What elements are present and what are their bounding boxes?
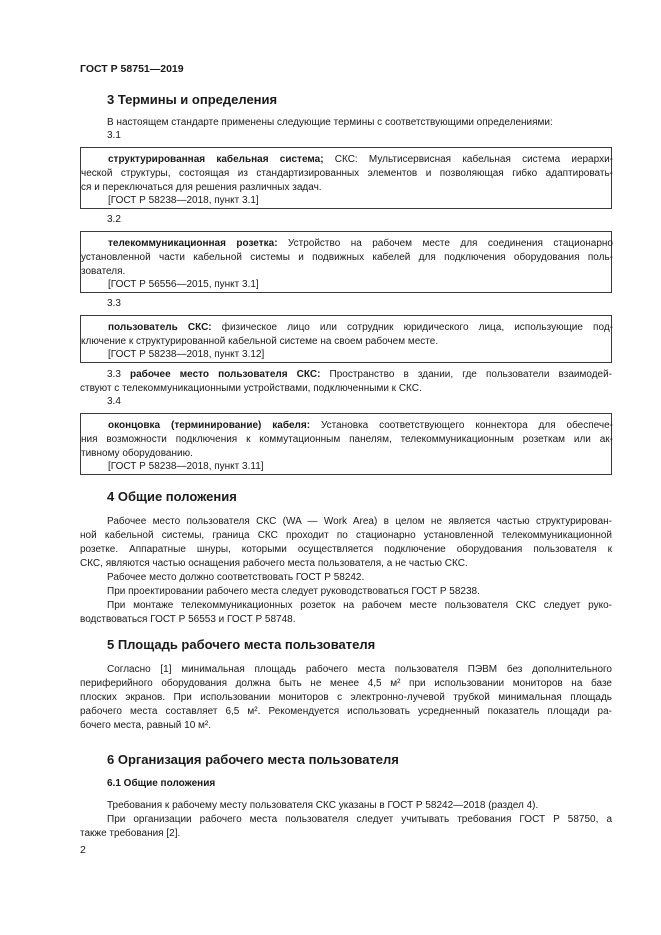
section-3-intro: В настоящем стандарте применены следующие термины с соответствующими определениями: (107, 117, 553, 128)
term-line: ния возможности подключения к коммутационным панелям, телекоммуникационным розеткам или ак- (81, 434, 613, 445)
section-6-title: 6 Организация рабочего места пользователя (107, 752, 399, 767)
term-line: тивному оборудованию. (81, 448, 193, 459)
section-5-title: 5 Площадь рабочего места пользователя (107, 637, 376, 652)
text-line: Рабочее место пользователя СКС (WA — Work Area) в целом не является частью структурирован- (107, 516, 612, 527)
term-line: структурированная кабельная система; СКС: Мультисервисная кабельная система иерархи- (108, 154, 613, 165)
text-line: Согласно [1] минимальная площадь рабочего места пользователя ПЭВМ без дополнительного (107, 664, 612, 675)
text-line: При монтаже телекоммуникационных розеток на рабочем месте пользователя СКС следует руко- (107, 600, 612, 611)
section-5-body (80, 663, 612, 735)
term-number: 3.2 (107, 214, 121, 225)
term-reference: [ГОСТ Р 58238—2018, пункт 3.12] (108, 349, 265, 360)
term-line: оконцовка (терминирование) кабеля: Установка соответствующего коннектора для обеспече- (108, 420, 613, 431)
term-reference: [ГОСТ Р 58238—2018, пункт 3.1] (108, 195, 259, 206)
term-name: оконцовка (терминирование) кабеля: (108, 420, 311, 431)
term-line: ся и переключаться для решения различных задач. (81, 182, 322, 193)
section-3-title: 3 Термины и определения (107, 92, 278, 107)
text-line: водствоваться ГОСТ Р 56553 и ГОСТ Р 58748. (80, 614, 296, 625)
term-name: пользователь СКС: (108, 322, 212, 333)
text-line: Рабочее место должно соответствовать ГОСТ Р 58242. (107, 572, 365, 583)
term-name: рабочее место пользователя СКС: (130, 369, 321, 380)
text-line: Требования к рабочему месту пользователя СКС указаны в ГОСТ Р 58242—2018 (раздел 4). (107, 800, 539, 811)
term-line: пользователь СКС: физическое лицо или сотрудник юридического лица, использующие под- (108, 322, 613, 333)
text-line: также требования [2]. (80, 828, 181, 839)
term-line: ческой структуры, состоящая из стандартизированных элементов и позволяющая гибко адаптировать- (81, 168, 613, 179)
term-number: 3.4 (107, 396, 121, 407)
term-reference: [ГОСТ Р 56556—2015, пункт 3.1] (108, 279, 259, 290)
text-line: СКС, являются частью оснащения рабочего места пользователя, а не частью СКС. (80, 558, 468, 569)
text-line: При организации рабочего места пользователя следует учитывать требования ГОСТ Р 58750, а (107, 814, 612, 825)
term-line: 3.3 рабочее место пользователя СКС: Пространство в здании, где пользователи взаимодей- (80, 368, 612, 382)
term-number: 3.3 (107, 298, 121, 309)
document-header: ГОСТ Р 58751—2019 (80, 63, 184, 75)
text-line: ной кабельной системы, граница СКС проходит по стационарно установленной телекоммуникационной (80, 530, 612, 541)
text-line: розетке. Аппаратные шнуры, которыми осуществляется подключение оборудования пользователя к (80, 544, 612, 555)
term-line: ствуют с телекоммуникационными устройствами, подключенными к СКС. (80, 383, 422, 394)
term-inline (80, 368, 612, 398)
term-line: телекоммуникационная розетка: Устройство на рабочем месте для соединения стационарно (108, 238, 613, 249)
section-6-body (80, 799, 612, 843)
term-box (80, 147, 612, 209)
term-number: 3.1 (107, 130, 121, 141)
term-name: телекоммуникационная розетка: (108, 238, 278, 249)
term-box (80, 315, 612, 363)
term-reference: [ГОСТ Р 58238—2018, пункт 3.11] (108, 461, 264, 472)
term-name: структурированная кабельная система; (108, 154, 324, 165)
section-4-body (80, 515, 612, 627)
text-line: плоских экранов. При использовании мониторов с электронно-лучевой трубкой минимальная площадь (80, 692, 612, 703)
subsection-6-1-title: 6.1 Общие положения (107, 778, 216, 789)
section-4-title: 4 Общие положения (107, 489, 237, 504)
term-number: 3.3 (107, 369, 121, 380)
page-number: 2 (80, 844, 86, 856)
text-line: При проектировании рабочего места следует руководствоваться ГОСТ Р 58238. (107, 586, 480, 597)
text-line: периферийного оборудования должна быть не менее 4,5 м² при использовании мониторов на базе (80, 678, 612, 689)
term-box (80, 413, 612, 475)
term-line: ключение к структурированной кабельной системе на своем рабочем месте. (81, 336, 439, 347)
text-line: бочего места, равный 10 м². (80, 720, 212, 731)
text-line: рабочего места составляет 6,5 м². Рекомендуется использовать усредненный показатель площади ра- (80, 706, 612, 717)
term-line: зователя. (81, 266, 126, 277)
term-line: установленной части кабельной системы и подвижных кабелей для подключения оборудования поль- (81, 252, 613, 263)
term-box (80, 231, 612, 293)
